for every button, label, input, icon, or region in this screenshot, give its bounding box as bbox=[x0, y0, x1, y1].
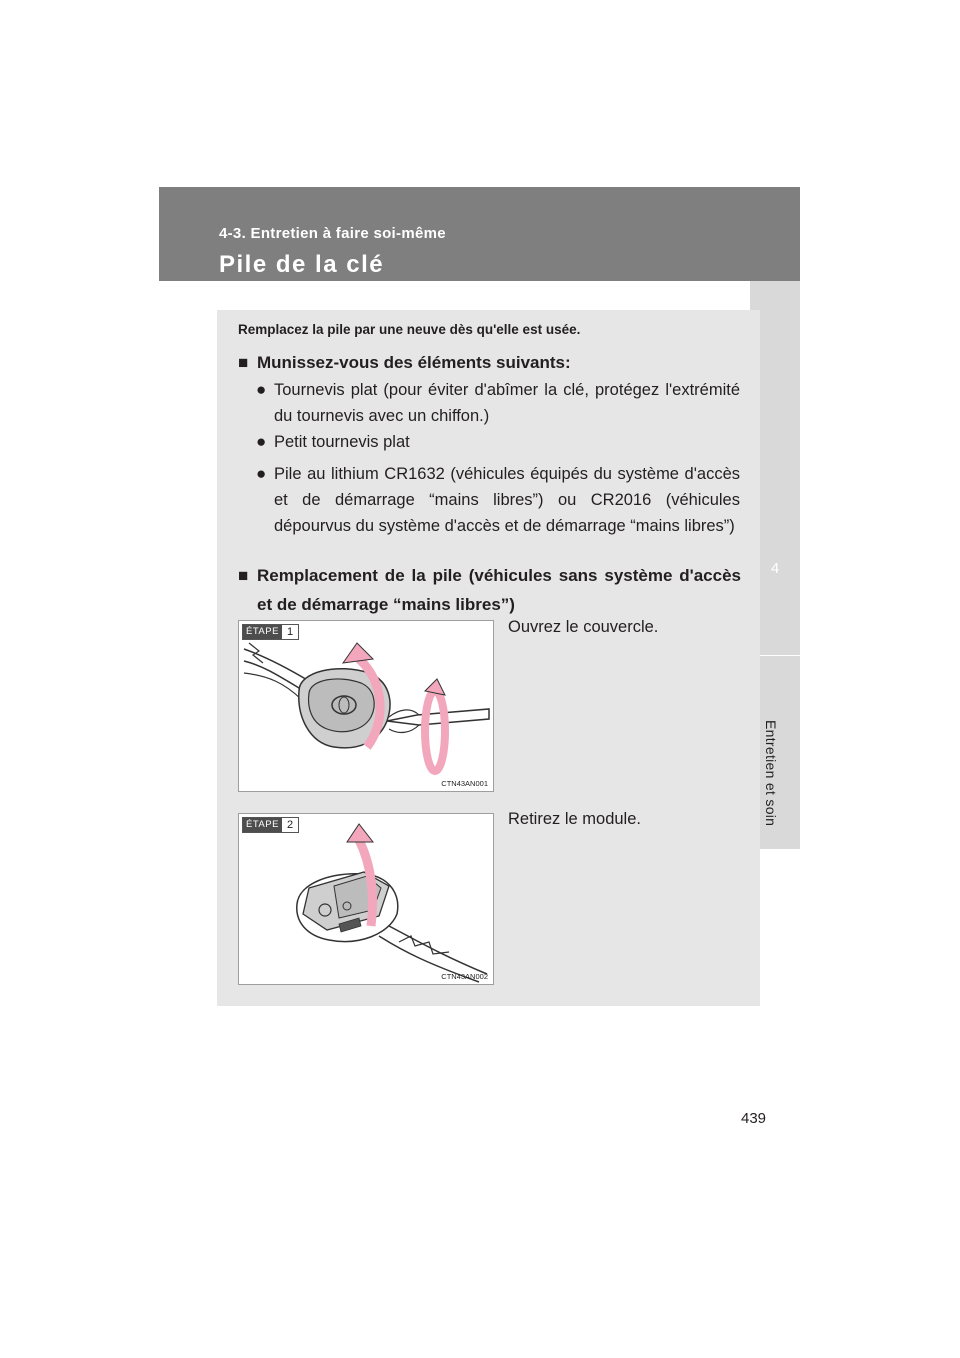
bullet-icon: ● bbox=[256, 432, 267, 451]
chapter-title: Entretien et soin bbox=[763, 720, 779, 827]
page-title: Pile de la clé bbox=[219, 251, 385, 278]
bullet-icon: ● bbox=[256, 380, 267, 399]
list-item bbox=[256, 429, 740, 455]
chapter-number: 4 bbox=[770, 560, 780, 577]
replacement-heading bbox=[238, 561, 741, 619]
step-badge-number: 1 bbox=[282, 625, 298, 639]
step-1-badge bbox=[242, 624, 299, 640]
step-2-badge bbox=[242, 817, 299, 833]
page-header bbox=[159, 187, 800, 281]
step-2-figure bbox=[238, 813, 494, 985]
step-1-figure bbox=[238, 620, 494, 792]
list-item-text: Petit tournevis plat bbox=[274, 433, 410, 451]
step-badge-label: ÉTAPE bbox=[243, 625, 282, 639]
key-cover-illustration bbox=[239, 621, 495, 793]
items-heading-text: Munissez-vous des éléments suivants: bbox=[257, 353, 571, 372]
items-heading bbox=[238, 348, 741, 377]
bullet-icon: ● bbox=[256, 464, 267, 483]
square-bullet-icon: ■ bbox=[238, 353, 249, 372]
key-module-illustration bbox=[239, 814, 495, 986]
figure-code: CTN43AN002 bbox=[441, 972, 488, 981]
figure-code: CTN43AN001 bbox=[441, 779, 488, 788]
section-label: 4-3. Entretien à faire soi-même bbox=[219, 225, 446, 242]
list-item-text: Pile au lithium CR1632 (véhicules équipés du système d'accès et de démarrage “mains libres”) ou CR2016 (véhicules dépourvus du système d'accès et de démarrage “mains libres”) bbox=[274, 465, 740, 535]
page-number: 439 bbox=[741, 1110, 767, 1127]
step-2-text: Retirez le module. bbox=[508, 810, 641, 828]
list-item bbox=[256, 461, 740, 539]
list-item-text: Tournevis plat (pour éviter d'abîmer la clé, protégez l'extrémité du tournevis avec un chiffon.) bbox=[274, 381, 740, 425]
intro-text: Remplacez la pile par une neuve dès qu'elle est usée. bbox=[238, 322, 581, 337]
list-item bbox=[256, 377, 740, 429]
square-bullet-icon: ■ bbox=[238, 566, 249, 585]
step-badge-number: 2 bbox=[282, 818, 298, 832]
replacement-heading-text: Remplacement de la pile (véhicules sans système d'accès et de démarrage “mains libres”) bbox=[257, 566, 741, 614]
step-1-text: Ouvrez le couvercle. bbox=[508, 618, 659, 636]
step-badge-label: ÉTAPE bbox=[243, 818, 282, 832]
